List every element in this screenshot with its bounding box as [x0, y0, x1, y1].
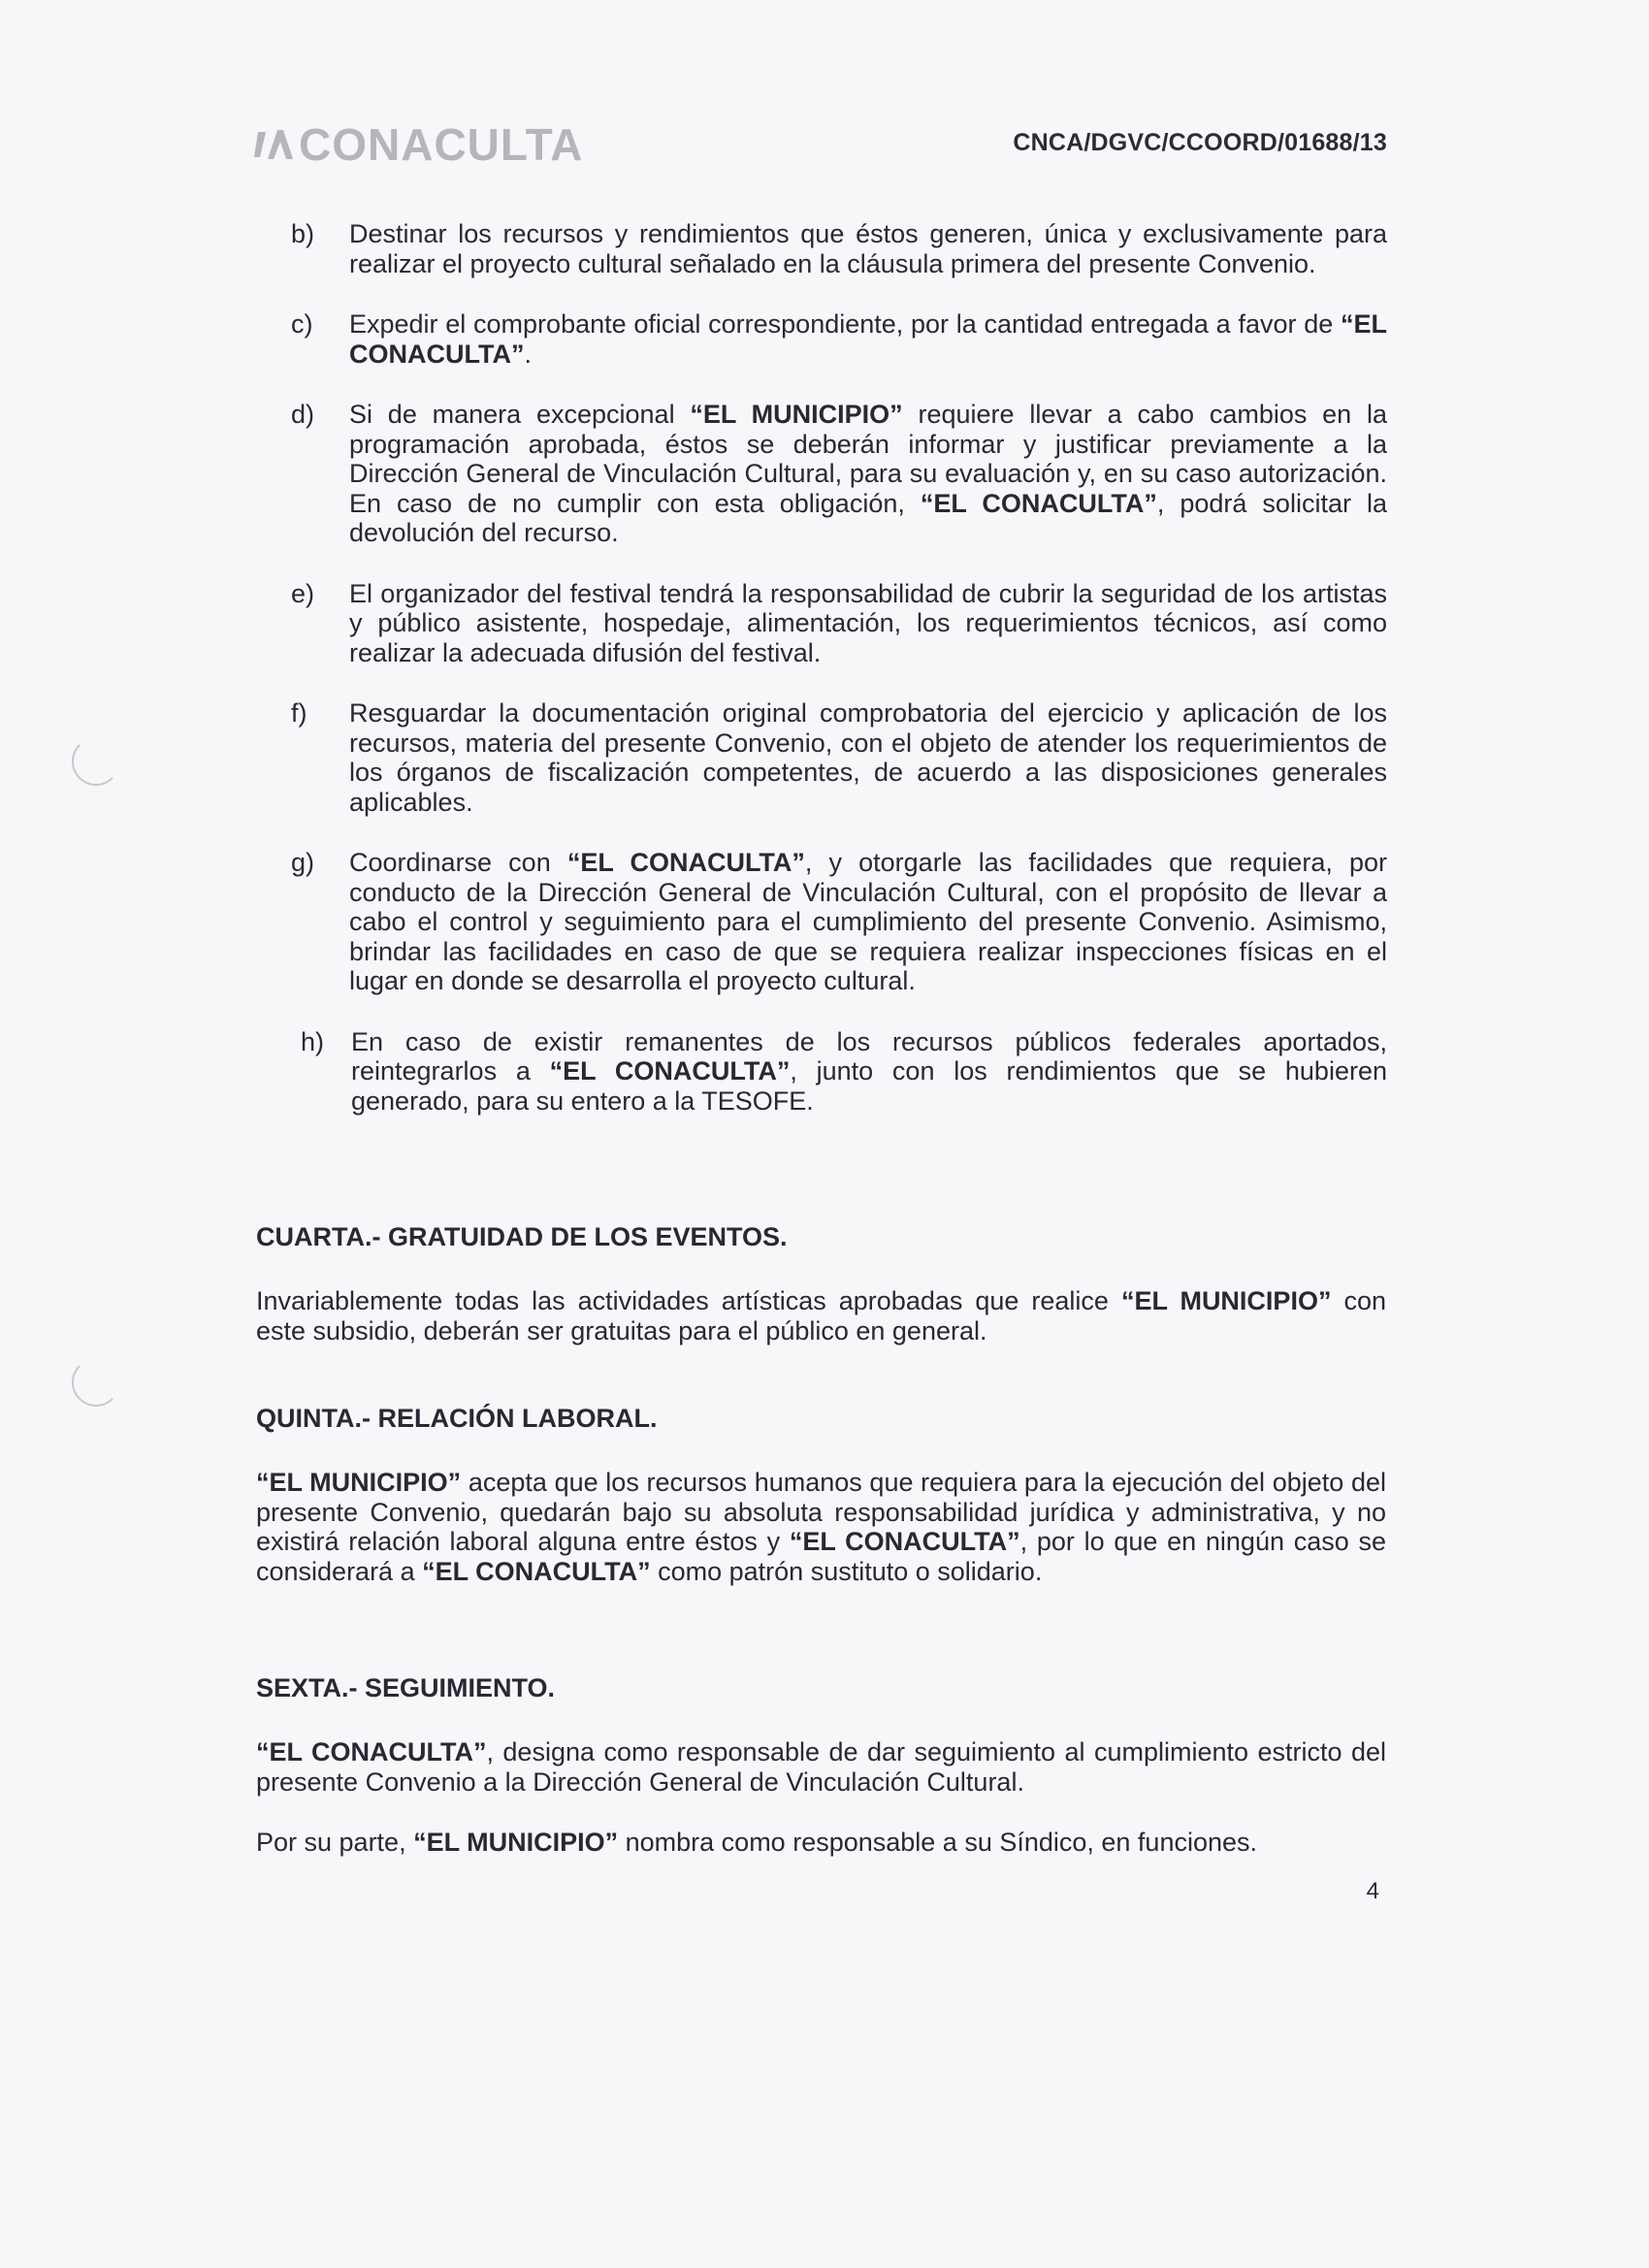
text-run: Por su parte, — [256, 1828, 414, 1857]
obligations-list — [291, 219, 1387, 1147]
item-text — [349, 219, 1387, 278]
text-run: , junto con los rendimientos que se hubieren generado, para su entero a la TESOFE. — [351, 1056, 1387, 1116]
text-run: Destinar los recursos y rendimientos que éstos generen, única y exclusivamente para realizar el proyecto cultural señalado en la cláusula primera del presente Convenio. — [349, 219, 1387, 278]
bold-party-name: “EL CONACULTA” — [256, 1737, 487, 1766]
text-run: En caso de existir remanentes de los recursos públicos federales aportados, reintegrarlos a — [351, 1026, 1387, 1085]
text-run: Si de manera excepcional — [349, 400, 691, 429]
item-text — [349, 400, 1387, 548]
text-run: . — [524, 339, 532, 369]
text-run: con este subsidio, deberán ser gratuitas para el público en general. — [256, 1286, 1386, 1345]
bold-party-name: “EL CONACULTA” — [422, 1556, 651, 1586]
bold-party-name: “EL MUNICIPIO” — [1120, 1286, 1332, 1315]
obligation-item — [291, 219, 1387, 278]
item-text — [349, 579, 1387, 668]
clause-quinta — [256, 1404, 1386, 1586]
clause-title: QUINTA.- RELACIÓN LABORAL. — [256, 1404, 658, 1433]
bold-party-name: “EL CONACULTA” — [920, 488, 1157, 518]
text-run: Invariablemente todas las actividades artísticas aprobadas que realice — [256, 1286, 1121, 1315]
text-run: como patrón sustituto o solidario. — [650, 1556, 1043, 1586]
punch-hole-mark — [72, 737, 120, 786]
text-run: requiere llevar a cabo cambios en la programación aprobada, éstos se deberán informar y justificar previamente a la Dirección General de Vinculación Cultural, para su evaluación y, en su caso autorización. En caso de no cumplir con esta obligación, — [349, 400, 1387, 518]
punch-hole-mark — [72, 1358, 120, 1407]
bold-party-name: “EL CONACULTA” — [566, 848, 805, 877]
text-run: , y otorgarle las facilidades que requiera, por conducto de la Dirección General de Vinculación Cultural, con el propósito de llevar a cabo el control y seguimiento para el cumplimiento del presente Convenio. Asimismo, brindar las facilidades en caso de que se requiera realizar inspecciones físicas en el lugar en donde se desarrolla el proyecto cultural. — [349, 848, 1387, 995]
clause-paragraph — [256, 1828, 1386, 1858]
bold-party-name: “EL CONACULTA” — [789, 1527, 1020, 1556]
text-run: acepta que los recursos humanos que requiera para la ejecución del objeto del presente Convenio, quedarán bajo su absoluta responsabilidad jurídica y administrativa, y no existirá relación laboral alguna entre éstos y — [256, 1468, 1386, 1556]
clause-title: SEXTA.- SEGUIMIENTO. — [256, 1673, 556, 1702]
clause-title: CUARTA.- GRATUIDAD DE LOS EVENTOS. — [256, 1222, 788, 1251]
item-letter: e) — [291, 578, 315, 608]
obligation-item — [291, 848, 1387, 996]
text-run: Resguardar la documentación original comprobatoria del ejercicio y aplicación de los recursos, materia del presente Convenio, con el objeto de atender los requerimientos de los órganos de fiscalización competentes, de acuerdo a las disposiciones generales aplicables. — [349, 698, 1387, 817]
obligation-item — [291, 698, 1387, 817]
item-letter: g) — [291, 848, 315, 877]
conaculta-emblem-icon — [254, 126, 293, 163]
bold-party-name: “EL MUNICIPIO” — [256, 1468, 462, 1497]
item-letter: d) — [291, 400, 315, 429]
clause-sexta — [256, 1673, 1386, 1858]
obligation-item — [291, 309, 1387, 369]
bold-party-name: “EL MUNICIPIO” — [413, 1828, 619, 1857]
text-run: , por lo que en ningún caso se considerará a — [256, 1527, 1386, 1586]
clause-paragraph — [256, 1737, 1386, 1797]
logo-text: CONACULTA — [299, 119, 584, 170]
text-run: , podrá solicitar la devolución del recurso. — [349, 488, 1387, 547]
conaculta-logo — [254, 118, 583, 171]
page-number: 4 — [1366, 1878, 1379, 1904]
clause-paragraph — [256, 1468, 1386, 1586]
obligation-item — [291, 400, 1387, 548]
item-text — [351, 1027, 1387, 1117]
item-letter: f) — [291, 698, 307, 728]
document-reference: CNCA/DGVC/CCOORD/01688/13 — [1013, 129, 1387, 156]
bold-party-name: “EL CONACULTA” — [349, 309, 1387, 369]
text-run: nombra como responsable a su Síndico, en funciones. — [618, 1828, 1258, 1857]
text-run: , designa como responsable de dar seguimiento al cumplimiento estricto del presente Convenio a la Dirección General de Vinculación Cultural. — [256, 1737, 1386, 1797]
text-run: Expedir el comprobante oficial correspondiente, por la cantidad entregada a favor de — [349, 309, 1341, 339]
item-letter: c) — [291, 309, 313, 339]
text-run: El organizador del festival tendrá la responsabilidad de cubrir la seguridad de los artistas y público asistente, hospedaje, alimentación, los requerimientos técnicos, así como realizar la adecuada difusión del festival. — [349, 578, 1387, 667]
item-letter: h) — [301, 1026, 325, 1056]
item-text — [349, 848, 1387, 996]
bold-party-name: “EL CONACULTA” — [549, 1056, 791, 1085]
obligation-item — [291, 579, 1387, 668]
clause-cuarta — [256, 1222, 1386, 1345]
clause-paragraph — [256, 1286, 1386, 1345]
obligation-item — [291, 1027, 1387, 1117]
item-text — [349, 309, 1387, 369]
text-run: Coordinarse con — [349, 848, 567, 877]
item-letter: b) — [291, 219, 315, 248]
bold-party-name: “EL MUNICIPIO” — [690, 400, 903, 429]
item-text — [349, 698, 1387, 817]
